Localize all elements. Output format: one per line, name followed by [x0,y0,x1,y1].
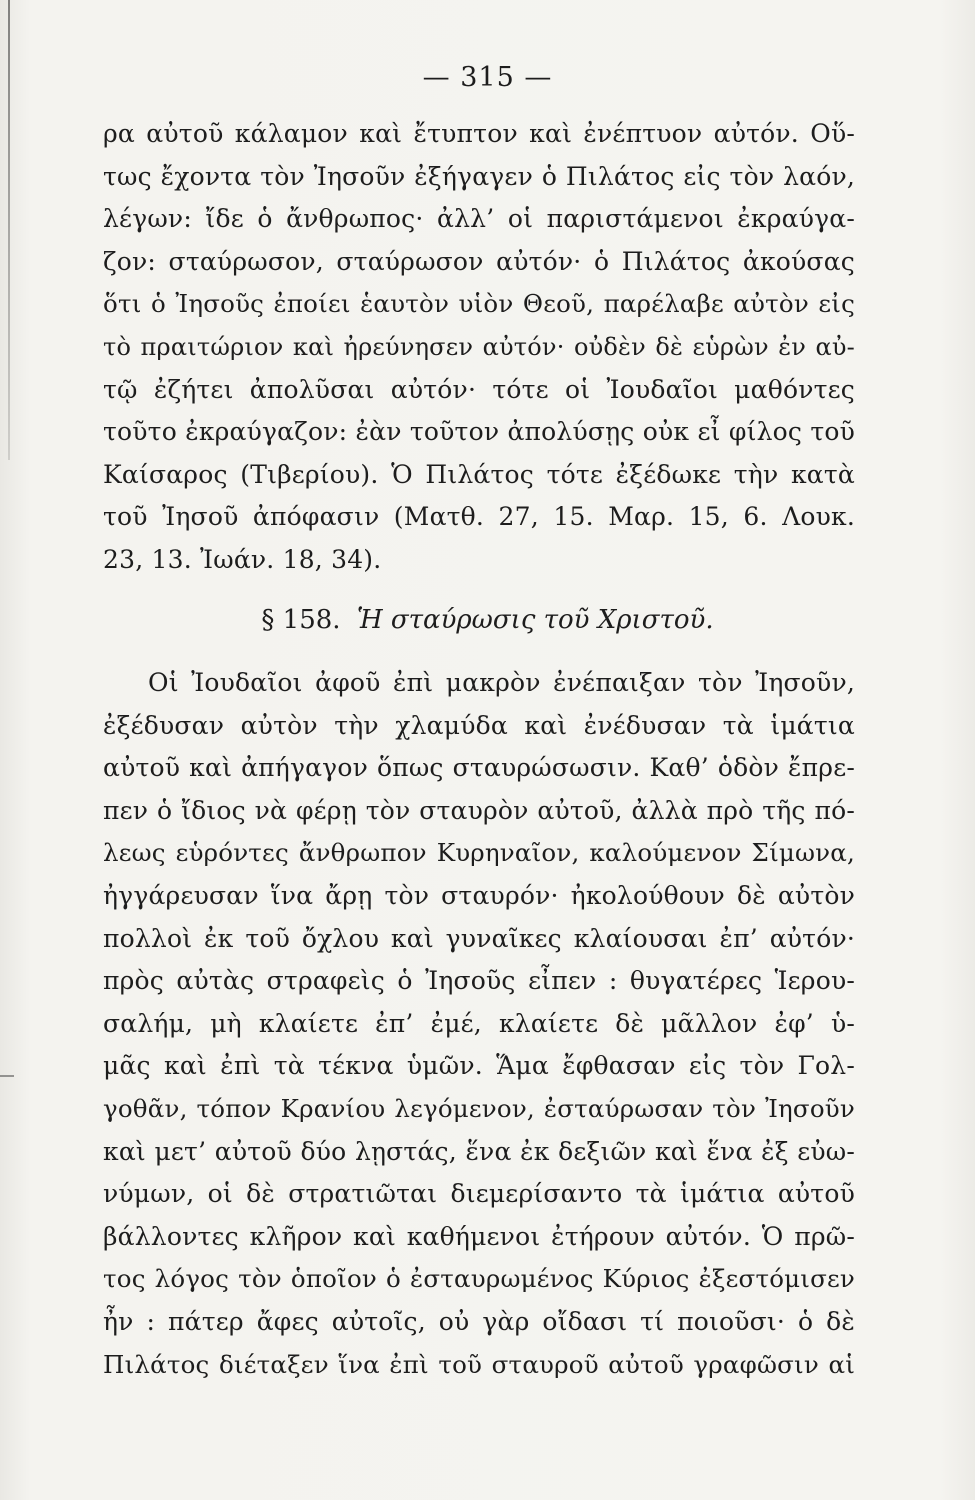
text-line: τοῦ Ἰησοῦ ἀπόφασιν (Ματθ. 27, 15. Μαρ. 15, 6. Λουκ. [103,502,855,532]
text-line: βάλλοντες κλῆρον καὶ καθήμενοι ἐτήρουν αὐτόν. Ὁ πρῶ- [103,1221,855,1251]
text-line: πρὸς αὐτὰς στραφεὶς ὁ Ἰησοῦς εἶπεν : θυγατέρες Ἱερου- [103,966,855,996]
text-line: Πιλάτος διέταξεν ἵνα ἐπὶ τοῦ σταυροῦ αὐτοῦ γραφῶσιν αἱ [103,1349,855,1379]
text-line: τος λόγος τὸν ὁποῖον ὁ ἐσταυρωμένος Κύριος ἐξεστόμισεν [103,1264,855,1294]
text-line: Οἱ Ἰουδαῖοι ἀφοῦ ἐπὶ μακρὸν ἐνέπαιξαν τὸν Ἰησοῦν, [148,668,855,697]
paragraph-1 [103,113,855,582]
section-number: § 158. [261,605,341,635]
page-number: — 315 — [422,62,553,93]
paragraph-2 [103,662,855,1386]
text-line: λεως εὑρόντες ἄνθρωπον Κυρηναῖον, καλούμενον Σίμωνα, [103,838,855,868]
text-line: γοθᾶν, τόπον Κρανίου λεγόμενον, ἐσταύρωσαν τὸν Ἰησοῦν [103,1093,855,1123]
text-line: ἐξέδυσαν αὐτὸν τὴν χλαμύδα καὶ ἐνέδυσαν τὰ ἱμάτια [103,710,855,740]
text-line: νύμων, οἱ δὲ στρατιῶται διεμερίσαντο τὰ ἱμάτια αὐτοῦ [103,1179,855,1209]
section-heading [0,600,975,640]
text-line: τῷ ἐζήτει ἀπολῦσαι αὐτόν· τότε οἱ Ἰουδαῖοι μαθόντες [103,374,855,404]
text-line: τοῦτο ἐκραύγαζον: ἐὰν τοῦτον ἀπολύσῃς οὐκ εἶ φίλος τοῦ [103,417,855,447]
text-line: τὸ πραιτώριον καὶ ἠρεύνησεν αὐτόν· οὐδὲν δὲ εὑρὼν ἐν αὐ- [103,332,855,361]
text-line: 23, 13. Ἰωάν. 18, 34). [103,544,382,574]
text-line: ὅτι ὁ Ἰησοῦς ἐποίει ἑαυτὸν υἱὸν Θεοῦ, παρέλαβε αὐτὸν εἰς [103,289,855,319]
text-line: τως ἔχοντα τὸν Ἰησοῦν ἐξήγαγεν ὁ Πιλάτος εἰς τὸν λαόν, [103,161,855,191]
binding-mark [0,1075,14,1077]
text-line: πολλοὶ ἐκ τοῦ ὄχλου καὶ γυναῖκες κλαίουσαι ἐπ’ αὐτόν· [103,923,855,953]
section-title: Ἡ σταύρωσις τοῦ Χριστοῦ. [356,605,714,635]
text-line: ἦν : πάτερ ἄφες αὐτοῖς, οὐ γὰρ οἴδασι τί ποιοῦσι· ὁ δὲ [103,1306,855,1336]
text-line: πεν ὁ ἴδιος νὰ φέρῃ τὸν σταυρὸν αὐτοῦ, ἀλλὰ πρὸ τῆς πό- [103,795,855,825]
text-line: αὐτοῦ καὶ ἀπήγαγον ὅπως σταυρώσωσιν. Καθ’ ὁδὸν ἔπρε- [103,753,855,783]
text-line: ἠγγάρευσαν ἵνα ἄρῃ τὸν σταυρόν· ἠκολούθουν δὲ αὐτὸν [103,880,855,910]
text-line: Καίσαρος (Τιβερίου). Ὁ Πιλάτος τότε ἐξέδωκε τὴν κατὰ [103,459,855,489]
text-line: λέγων: ἴδε ὁ ἄνθρωπος· ἀλλ’ οἱ παριστάμενοι ἐκραύγα- [103,204,855,234]
text-line: ζον: σταύρωσον, σταύρωσον αὐτόν· ὁ Πιλάτος ἀκούσας [103,246,855,276]
text-line: ρα αὐτοῦ κάλαμον καὶ ἔτυπτον καὶ ἐνέπτυον αὐτόν. Οὕ- [103,119,855,148]
text-line: καὶ μετ’ αὐτοῦ δύο λῃστάς, ἕνα ἐκ δεξιῶν καὶ ἕνα ἐξ εὐω- [103,1136,855,1166]
text-line: μᾶς καὶ ἐπὶ τὰ τέκνα ὑμῶν. Ἅμα ἔφθασαν εἰς τὸν Γολ- [103,1051,855,1081]
text-line: σαλήμ, μὴ κλαίετε ἐπ’ ἐμέ, κλαίετε δὲ μᾶλλον ἐφ’ ὑ- [103,1008,855,1038]
